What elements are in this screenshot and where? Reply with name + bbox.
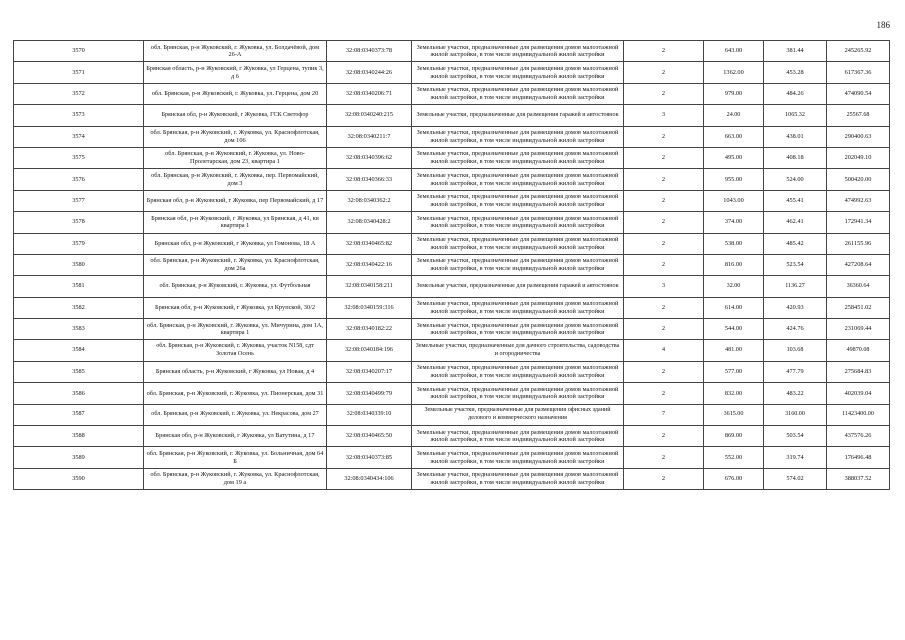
- row-address: обл. Брянская, р-н Жуковский, г. Жуковка, участок N158, сдт Золотая Осень: [144, 340, 327, 361]
- row-address: обл. Брянская, р-н Жуковский, г. Жуковка, ул. Краснофлотская, дом 19 а: [144, 468, 327, 489]
- row-specific-value: 1065.32: [764, 105, 827, 126]
- row-cadastral-number: 32:08:0340422:16: [327, 254, 412, 275]
- table-row: [14, 276, 890, 297]
- table-row: [14, 169, 890, 190]
- row-area: 869.00: [704, 426, 764, 447]
- table-row: [14, 426, 890, 447]
- row-address: обл. Брянская, р-н Жуковский, г. Жуковка, ул. Краснофлотская, дом 106: [144, 126, 327, 147]
- row-group: 2: [624, 297, 704, 318]
- row-cadastral-value: 290400.63: [827, 126, 890, 147]
- row-cadastral-number: 32:08:0340434:106: [327, 468, 412, 489]
- row-cadastral-number: 32:08:0340465:50: [327, 426, 412, 447]
- row-cadastral-value: 245265.92: [827, 41, 890, 62]
- row-area: 1043.00: [704, 190, 764, 211]
- row-cadastral-number: 32:08:0340339:10: [327, 404, 412, 425]
- row-cadastral-value: 258451.02: [827, 297, 890, 318]
- row-area: 816.00: [704, 254, 764, 275]
- row-specific-value: 523.54: [764, 254, 827, 275]
- row-group: 3: [624, 105, 704, 126]
- row-address: обл. Брянская, р-н Жуковский, г. Жуковка, пер. Первомайский, дом 3: [144, 169, 327, 190]
- row-area: 955.00: [704, 169, 764, 190]
- row-specific-value: 381.44: [764, 41, 827, 62]
- table-row: [14, 41, 890, 62]
- row-address: обл. Брянская, р-н Жуковский, г. Жуковка, ул. Герцена, дом 20: [144, 83, 327, 104]
- row-cadastral-value: 427208.64: [827, 254, 890, 275]
- row-land-purpose: Земельные участки, предназначенные для дачного строительства, садоводства и огородничества: [412, 340, 624, 361]
- row-group: 2: [624, 361, 704, 382]
- row-group: 2: [624, 426, 704, 447]
- row-group: 2: [624, 41, 704, 62]
- row-number: 3570: [14, 41, 144, 62]
- row-specific-value: 455.41: [764, 190, 827, 211]
- row-area: 979.00: [704, 83, 764, 104]
- row-number: 3572: [14, 83, 144, 104]
- row-land-purpose: Земельные участки, предназначенные для размещения домов малоэтажной жилой застройки, в том числе индивидуальной жилой застройки: [412, 468, 624, 489]
- row-land-purpose: Земельные участки, предназначенные для размещения домов малоэтажной жилой застройки, в том числе индивидуальной жилой застройки: [412, 62, 624, 83]
- row-cadastral-value: 172941.34: [827, 212, 890, 233]
- row-cadastral-number: 32:08:0340373:85: [327, 447, 412, 468]
- row-cadastral-number: 32:08:0340396:62: [327, 147, 412, 168]
- row-land-purpose: Земельные участки, предназначенные для размещения домов малоэтажной жилой застройки, в том числе индивидуальной жилой застройки: [412, 233, 624, 254]
- row-address: Брянская обл, р-н Жуковский, г Жуковка, пер Первомайский, д 17: [144, 190, 327, 211]
- row-area: 676.00: [704, 468, 764, 489]
- row-group: 2: [624, 254, 704, 275]
- row-address: обл. Брянская, р-н Жуковский, г. Жуковка, ул. Пионерская, дом 31: [144, 383, 327, 404]
- row-group: 7: [624, 404, 704, 425]
- row-specific-value: 424.76: [764, 319, 827, 340]
- row-specific-value: 483.22: [764, 383, 827, 404]
- row-area: 495.00: [704, 147, 764, 168]
- row-specific-value: 574.02: [764, 468, 827, 489]
- row-land-purpose: Земельные участки, предназначенные для размещения гаражей и автостоянок: [412, 105, 624, 126]
- row-area: 663.00: [704, 126, 764, 147]
- table-row: [14, 233, 890, 254]
- table-row: [14, 297, 890, 318]
- cadastral-value-table: [13, 40, 890, 490]
- page-number: 186: [876, 20, 890, 30]
- row-number: 3571: [14, 62, 144, 83]
- row-area: 3615.00: [704, 404, 764, 425]
- row-group: 2: [624, 447, 704, 468]
- row-address: обл. Брянская, р-н Жуковский, г. Жуковка, ул. Мичурина, дом 1А, квартира 1: [144, 319, 327, 340]
- table-row: [14, 468, 890, 489]
- row-specific-value: 503.54: [764, 426, 827, 447]
- row-specific-value: 103.68: [764, 340, 827, 361]
- row-address: обл. Брянская, р-н Жуковский, г. Жуковка, ул. Футбольная: [144, 276, 327, 297]
- row-land-purpose: Земельные участки, предназначенные для размещения домов малоэтажной жилой застройки, в том числе индивидуальной жилой застройки: [412, 361, 624, 382]
- row-cadastral-number: 32:08:0340428:2: [327, 212, 412, 233]
- row-cadastral-value: 474992.63: [827, 190, 890, 211]
- row-cadastral-number: 32:08:0340207:17: [327, 361, 412, 382]
- row-address: обл. Брянская, р-н Жуковский, г. Жуковка, ул. Болдачёвой, дом 26-А: [144, 41, 327, 62]
- row-cadastral-value: 402039.04: [827, 383, 890, 404]
- row-area: 577.00: [704, 361, 764, 382]
- table-row: [14, 83, 890, 104]
- row-number: 3582: [14, 297, 144, 318]
- row-address: обл. Брянская, р-н Жуковский, г. Жуковка, ул. Краснофлотская, дом 26а: [144, 254, 327, 275]
- row-group: 2: [624, 126, 704, 147]
- row-address: Брянская обл, р-н Жуковский, г Жуковка, ГСК Светофор: [144, 105, 327, 126]
- row-address: Брянская обл, р-н Жуковский, г Жуковка, ул Гомонова, 18 А: [144, 233, 327, 254]
- row-area: 643.00: [704, 41, 764, 62]
- row-specific-value: 3160.00: [764, 404, 827, 425]
- row-address: Брянская обл, р-н Жуковский, г Жуковка, ул Крупской, 30/2: [144, 297, 327, 318]
- row-group: 2: [624, 319, 704, 340]
- row-land-purpose: Земельные участки, предназначенные для размещения гаражей и автостоянок: [412, 276, 624, 297]
- row-address: Брянская область, р-н Жуковский, г Жуковка, ул Новая, д 4: [144, 361, 327, 382]
- table-row: [14, 254, 890, 275]
- row-group: 3: [624, 276, 704, 297]
- row-cadastral-number: 32:08:0340366:33: [327, 169, 412, 190]
- row-specific-value: 408.18: [764, 147, 827, 168]
- row-number: 3583: [14, 319, 144, 340]
- row-specific-value: 438.01: [764, 126, 827, 147]
- row-cadastral-number: 32:08:0340244:26: [327, 62, 412, 83]
- row-number: 3586: [14, 383, 144, 404]
- row-address: Брянская обл, р-н Жуковский, г Жуковка, ул Ватутина, д 17: [144, 426, 327, 447]
- row-land-purpose: Земельные участки, предназначенные для размещения офисных зданий делового и коммерческого назначения: [412, 404, 624, 425]
- row-group: 2: [624, 468, 704, 489]
- row-land-purpose: Земельные участки, предназначенные для размещения домов малоэтажной жилой застройки, в том числе индивидуальной жилой застройки: [412, 41, 624, 62]
- row-cadastral-value: 261155.96: [827, 233, 890, 254]
- row-area: 1362.00: [704, 62, 764, 83]
- row-cadastral-number: 32:08:0340499:79: [327, 383, 412, 404]
- table-row: [14, 319, 890, 340]
- row-specific-value: 1136.27: [764, 276, 827, 297]
- row-area: 32.00: [704, 276, 764, 297]
- row-area: 481.00: [704, 340, 764, 361]
- row-land-purpose: Земельные участки, предназначенные для размещения домов малоэтажной жилой застройки, в том числе индивидуальной жилой застройки: [412, 190, 624, 211]
- table-row: [14, 340, 890, 361]
- row-area: 24.00: [704, 105, 764, 126]
- row-cadastral-number: 32:08:0340211:7: [327, 126, 412, 147]
- row-number: 3587: [14, 404, 144, 425]
- row-cadastral-value: 36360.64: [827, 276, 890, 297]
- row-cadastral-value: 275684.83: [827, 361, 890, 382]
- table-row: [14, 126, 890, 147]
- row-specific-value: 462.41: [764, 212, 827, 233]
- row-land-purpose: Земельные участки, предназначенные для размещения домов малоэтажной жилой застройки, в том числе индивидуальной жилой застройки: [412, 169, 624, 190]
- row-address: обл. Брянская, р-н Жуковский, г. Жуковка, ул. Ново-Пролетарская, дом 23, квартира 1: [144, 147, 327, 168]
- row-address: Брянская обл, р-н Жуковский, г Жуковка, ул Брянская, д 41, кв квартира 1: [144, 212, 327, 233]
- row-land-purpose: Земельные участки, предназначенные для размещения домов малоэтажной жилой застройки, в том числе индивидуальной жилой застройки: [412, 383, 624, 404]
- table-row: [14, 105, 890, 126]
- table-row: [14, 447, 890, 468]
- row-specific-value: 477.79: [764, 361, 827, 382]
- row-land-purpose: Земельные участки, предназначенные для размещения домов малоэтажной жилой застройки, в том числе индивидуальной жилой застройки: [412, 447, 624, 468]
- row-specific-value: 485.42: [764, 233, 827, 254]
- row-area: 538.00: [704, 233, 764, 254]
- row-group: 2: [624, 383, 704, 404]
- row-number: 3588: [14, 426, 144, 447]
- row-land-purpose: Земельные участки, предназначенные для размещения домов малоэтажной жилой застройки, в том числе индивидуальной жилой застройки: [412, 319, 624, 340]
- row-cadastral-value: 231069.44: [827, 319, 890, 340]
- row-number: 3576: [14, 169, 144, 190]
- row-group: 4: [624, 340, 704, 361]
- table-row: [14, 361, 890, 382]
- row-number: 3579: [14, 233, 144, 254]
- table-row: [14, 383, 890, 404]
- row-group: 2: [624, 169, 704, 190]
- row-number: 3577: [14, 190, 144, 211]
- row-land-purpose: Земельные участки, предназначенные для размещения домов малоэтажной жилой застройки, в том числе индивидуальной жилой застройки: [412, 147, 624, 168]
- row-land-purpose: Земельные участки, предназначенные для размещения домов малоэтажной жилой застройки, в том числе индивидуальной жилой застройки: [412, 426, 624, 447]
- row-address: обл. Брянская, р-н Жуковский, г. Жуковка, ул. Больничная, дом 64 Б: [144, 447, 327, 468]
- row-specific-value: 524.00: [764, 169, 827, 190]
- row-cadastral-value: 49870.08: [827, 340, 890, 361]
- row-number: 3578: [14, 212, 144, 233]
- table-row: [14, 147, 890, 168]
- row-area: 832.00: [704, 383, 764, 404]
- row-cadastral-value: 25567.68: [827, 105, 890, 126]
- row-cadastral-value: 437576.26: [827, 426, 890, 447]
- row-area: 374.00: [704, 212, 764, 233]
- row-cadastral-number: 32:08:0340465:82: [327, 233, 412, 254]
- row-number: 3590: [14, 468, 144, 489]
- row-cadastral-number: 32:08:0340158:211: [327, 276, 412, 297]
- row-cadastral-value: 11423400.00: [827, 404, 890, 425]
- row-cadastral-value: 500420.00: [827, 169, 890, 190]
- row-cadastral-value: 474090.54: [827, 83, 890, 104]
- table-row: [14, 404, 890, 425]
- row-address: Брянская область, р-н Жуковский, г Жуковка, ул Герцена, тупик 3, д 6: [144, 62, 327, 83]
- row-specific-value: 319.74: [764, 447, 827, 468]
- table-row: [14, 190, 890, 211]
- row-area: 552.00: [704, 447, 764, 468]
- row-cadastral-value: 617367.36: [827, 62, 890, 83]
- row-number: 3580: [14, 254, 144, 275]
- row-land-purpose: Земельные участки, предназначенные для размещения домов малоэтажной жилой застройки, в том числе индивидуальной жилой застройки: [412, 212, 624, 233]
- row-address: обл. Брянская, р-н Жуковский, г. Жуковка, ул. Некрасова, дом 27: [144, 404, 327, 425]
- row-group: 2: [624, 83, 704, 104]
- row-group: 2: [624, 233, 704, 254]
- row-number: 3574: [14, 126, 144, 147]
- row-cadastral-value: 202049.10: [827, 147, 890, 168]
- row-number: 3575: [14, 147, 144, 168]
- row-cadastral-number: 32:08:0340159:316: [327, 297, 412, 318]
- row-cadastral-number: 32:08:0340182:22: [327, 319, 412, 340]
- row-land-purpose: Земельные участки, предназначенные для размещения домов малоэтажной жилой застройки, в том числе индивидуальной жилой застройки: [412, 254, 624, 275]
- table-row: [14, 212, 890, 233]
- row-cadastral-number: 32:08:0340240:215: [327, 105, 412, 126]
- row-number: 3581: [14, 276, 144, 297]
- row-cadastral-number: 32:08:0340184:196: [327, 340, 412, 361]
- row-group: 2: [624, 190, 704, 211]
- row-area: 614.00: [704, 297, 764, 318]
- row-area: 544.00: [704, 319, 764, 340]
- row-specific-value: 453.28: [764, 62, 827, 83]
- row-group: 2: [624, 147, 704, 168]
- row-cadastral-number: 32:08:0340362:2: [327, 190, 412, 211]
- row-cadastral-value: 388037.52: [827, 468, 890, 489]
- row-specific-value: 484.26: [764, 83, 827, 104]
- row-group: 2: [624, 62, 704, 83]
- row-land-purpose: Земельные участки, предназначенные для размещения домов малоэтажной жилой застройки, в том числе индивидуальной жилой застройки: [412, 297, 624, 318]
- row-cadastral-number: 32:08:0340206:71: [327, 83, 412, 104]
- row-cadastral-value: 176496.48: [827, 447, 890, 468]
- row-number: 3584: [14, 340, 144, 361]
- row-cadastral-number: 32:08:0340373:78: [327, 41, 412, 62]
- row-land-purpose: Земельные участки, предназначенные для размещения домов малоэтажной жилой застройки, в том числе индивидуальной жилой застройки: [412, 83, 624, 104]
- row-number: 3585: [14, 361, 144, 382]
- row-group: 2: [624, 212, 704, 233]
- row-land-purpose: Земельные участки, предназначенные для размещения домов малоэтажной жилой застройки, в том числе индивидуальной жилой застройки: [412, 126, 624, 147]
- row-specific-value: 420.93: [764, 297, 827, 318]
- row-number: 3573: [14, 105, 144, 126]
- table-row: [14, 62, 890, 83]
- row-number: 3589: [14, 447, 144, 468]
